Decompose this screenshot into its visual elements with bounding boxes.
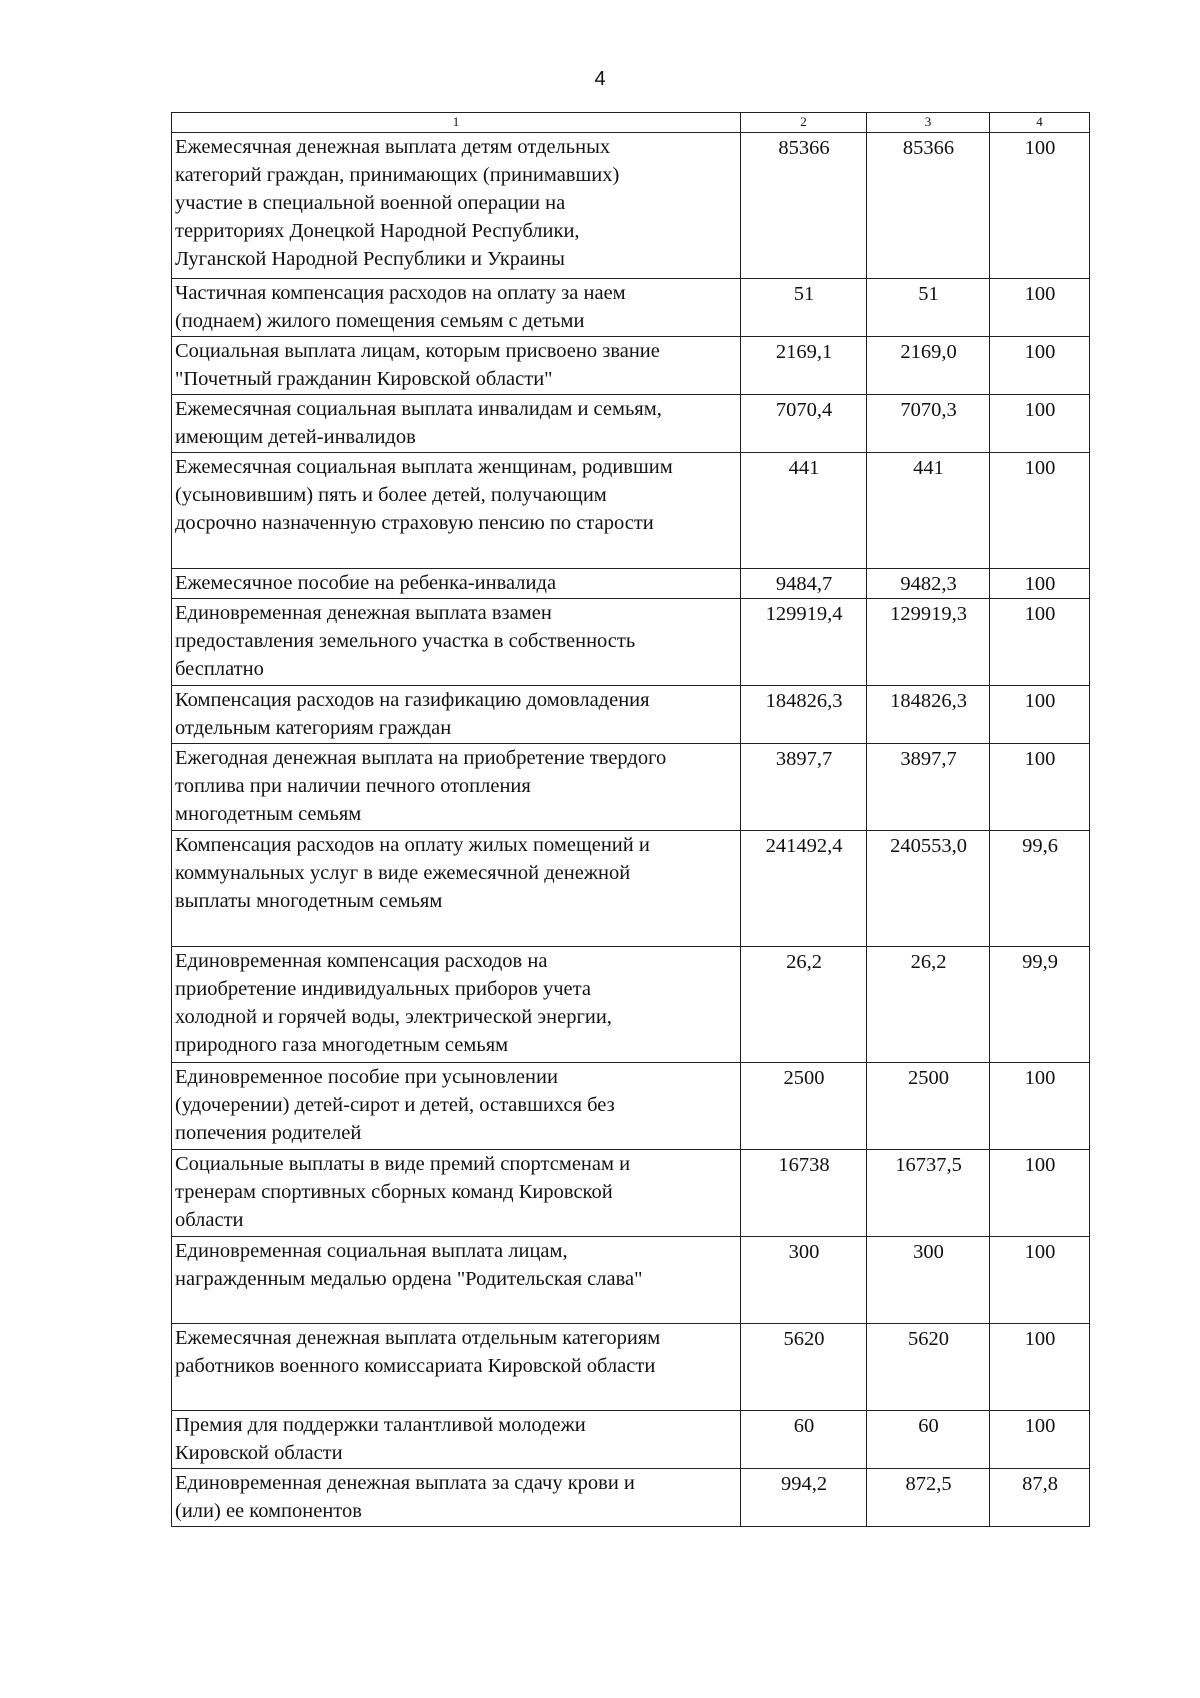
table-row <box>172 453 1090 569</box>
row-col2: 994,2 <box>741 1469 867 1527</box>
row-col3: 129919,3 <box>867 599 990 686</box>
row-col2: 2169,1 <box>741 337 867 395</box>
row-col2: 51 <box>741 279 867 337</box>
row-col2: 9484,7 <box>741 569 867 599</box>
row-col3: 441 <box>867 453 990 569</box>
row-col3: 7070,3 <box>867 395 990 453</box>
row-col4: 100 <box>990 1324 1090 1411</box>
row-col4: 100 <box>990 133 1090 279</box>
row-col2: 441 <box>741 453 867 569</box>
row-name: Компенсация расходов на оплату жилых помещений и коммунальных услуг в виде ежемесячной денежной выплаты многодетным семьям <box>172 831 741 947</box>
row-col2: 7070,4 <box>741 395 867 453</box>
column-header-1: 1 <box>172 113 741 133</box>
row-name: Ежемесячная социальная выплата женщинам, родившим (усыновившим) пять и более детей, получающим досрочно назначенную страховую пенсию по старости <box>172 453 741 569</box>
table-row <box>172 133 1090 279</box>
table-row <box>172 1063 1090 1150</box>
table-header-row <box>172 113 1090 133</box>
row-name: Единовременная денежная выплата за сдачу крови и (или) ее компонентов <box>172 1469 741 1527</box>
table-row <box>172 337 1090 395</box>
row-col3: 9482,3 <box>867 569 990 599</box>
row-name: Единовременная компенсация расходов на приобретение индивидуальных приборов учета холодной и горячей воды, электрической энергии, природного газа многодетным семьям <box>172 947 741 1063</box>
row-col4: 100 <box>990 744 1090 831</box>
row-name: Социальная выплата лицам, которым присвоено звание "Почетный гражданин Кировской области" <box>172 337 741 395</box>
row-name: Ежемесячная денежная выплата отдельным категориям работников военного комиссариата Кировской области <box>172 1324 741 1411</box>
row-col2: 129919,4 <box>741 599 867 686</box>
table-row <box>172 569 1090 599</box>
row-col3: 872,5 <box>867 1469 990 1527</box>
table-row <box>172 947 1090 1063</box>
payments-table <box>171 112 1090 1527</box>
row-col3: 51 <box>867 279 990 337</box>
row-col2: 241492,4 <box>741 831 867 947</box>
row-col2: 300 <box>741 1237 867 1324</box>
row-col3: 300 <box>867 1237 990 1324</box>
row-col4: 100 <box>990 395 1090 453</box>
row-col2: 26,2 <box>741 947 867 1063</box>
row-col4: 99,6 <box>990 831 1090 947</box>
table-row <box>172 599 1090 686</box>
row-col4: 100 <box>990 1411 1090 1469</box>
row-name: Частичная компенсация расходов на оплату за наем (поднаем) жилого помещения семьям с детьми <box>172 279 741 337</box>
row-col3: 2500 <box>867 1063 990 1150</box>
table-row <box>172 1324 1090 1411</box>
page-number: 4 <box>594 68 606 90</box>
row-col3: 5620 <box>867 1324 990 1411</box>
table-row <box>172 831 1090 947</box>
row-col4: 100 <box>990 1237 1090 1324</box>
row-col3: 26,2 <box>867 947 990 1063</box>
row-col3: 85366 <box>867 133 990 279</box>
column-header-3: 3 <box>867 113 990 133</box>
table-row <box>172 1469 1090 1527</box>
table-row <box>172 1237 1090 1324</box>
table-row <box>172 744 1090 831</box>
row-col4: 100 <box>990 1150 1090 1237</box>
table-row <box>172 395 1090 453</box>
row-col2: 2500 <box>741 1063 867 1150</box>
row-col2: 184826,3 <box>741 686 867 744</box>
row-col2: 5620 <box>741 1324 867 1411</box>
row-col2: 16738 <box>741 1150 867 1237</box>
row-name: Ежемесячная социальная выплата инвалидам и семьям, имеющим детей-инвалидов <box>172 395 741 453</box>
row-col4: 99,9 <box>990 947 1090 1063</box>
row-name: Компенсация расходов на газификацию домовладения отдельным категориям граждан <box>172 686 741 744</box>
row-col2: 85366 <box>741 133 867 279</box>
row-col4: 100 <box>990 1063 1090 1150</box>
row-col4: 87,8 <box>990 1469 1090 1527</box>
row-name: Ежемесячная денежная выплата детям отдельных категорий граждан, принимающих (принимавших) участие в специальной военной операции на территориях Донецкой Народной Республики, Луганской Народной Республики и Украины <box>172 133 741 279</box>
row-col3: 3897,7 <box>867 744 990 831</box>
row-col4: 100 <box>990 279 1090 337</box>
row-col2: 60 <box>741 1411 867 1469</box>
row-name: Премия для поддержки талантливой молодежи Кировской области <box>172 1411 741 1469</box>
row-name: Социальные выплаты в виде премий спортсменам и тренерам спортивных сборных команд Кировской области <box>172 1150 741 1237</box>
table-row <box>172 1411 1090 1469</box>
row-col3: 60 <box>867 1411 990 1469</box>
column-header-2: 2 <box>741 113 867 133</box>
row-name: Единовременная денежная выплата взамен предоставления земельного участка в собственность бесплатно <box>172 599 741 686</box>
row-name: Ежемесячное пособие на ребенка-инвалида <box>172 569 741 599</box>
row-col2: 3897,7 <box>741 744 867 831</box>
table-row <box>172 1150 1090 1237</box>
row-name: Единовременная социальная выплата лицам, награжденным медалью ордена "Родительская слава" <box>172 1237 741 1324</box>
row-col4: 100 <box>990 686 1090 744</box>
table-row <box>172 686 1090 744</box>
row-col3: 240553,0 <box>867 831 990 947</box>
row-col4: 100 <box>990 453 1090 569</box>
row-col3: 16737,5 <box>867 1150 990 1237</box>
row-col4: 100 <box>990 337 1090 395</box>
table-row <box>172 279 1090 337</box>
column-header-4: 4 <box>990 113 1090 133</box>
row-col4: 100 <box>990 599 1090 686</box>
row-col4: 100 <box>990 569 1090 599</box>
row-col3: 184826,3 <box>867 686 990 744</box>
row-col3: 2169,0 <box>867 337 990 395</box>
row-name: Ежегодная денежная выплата на приобретение твердого топлива при наличии печного отопления многодетным семьям <box>172 744 741 831</box>
row-name: Единовременное пособие при усыновлении (удочерении) детей-сирот и детей, оставшихся без попечения родителей <box>172 1063 741 1150</box>
